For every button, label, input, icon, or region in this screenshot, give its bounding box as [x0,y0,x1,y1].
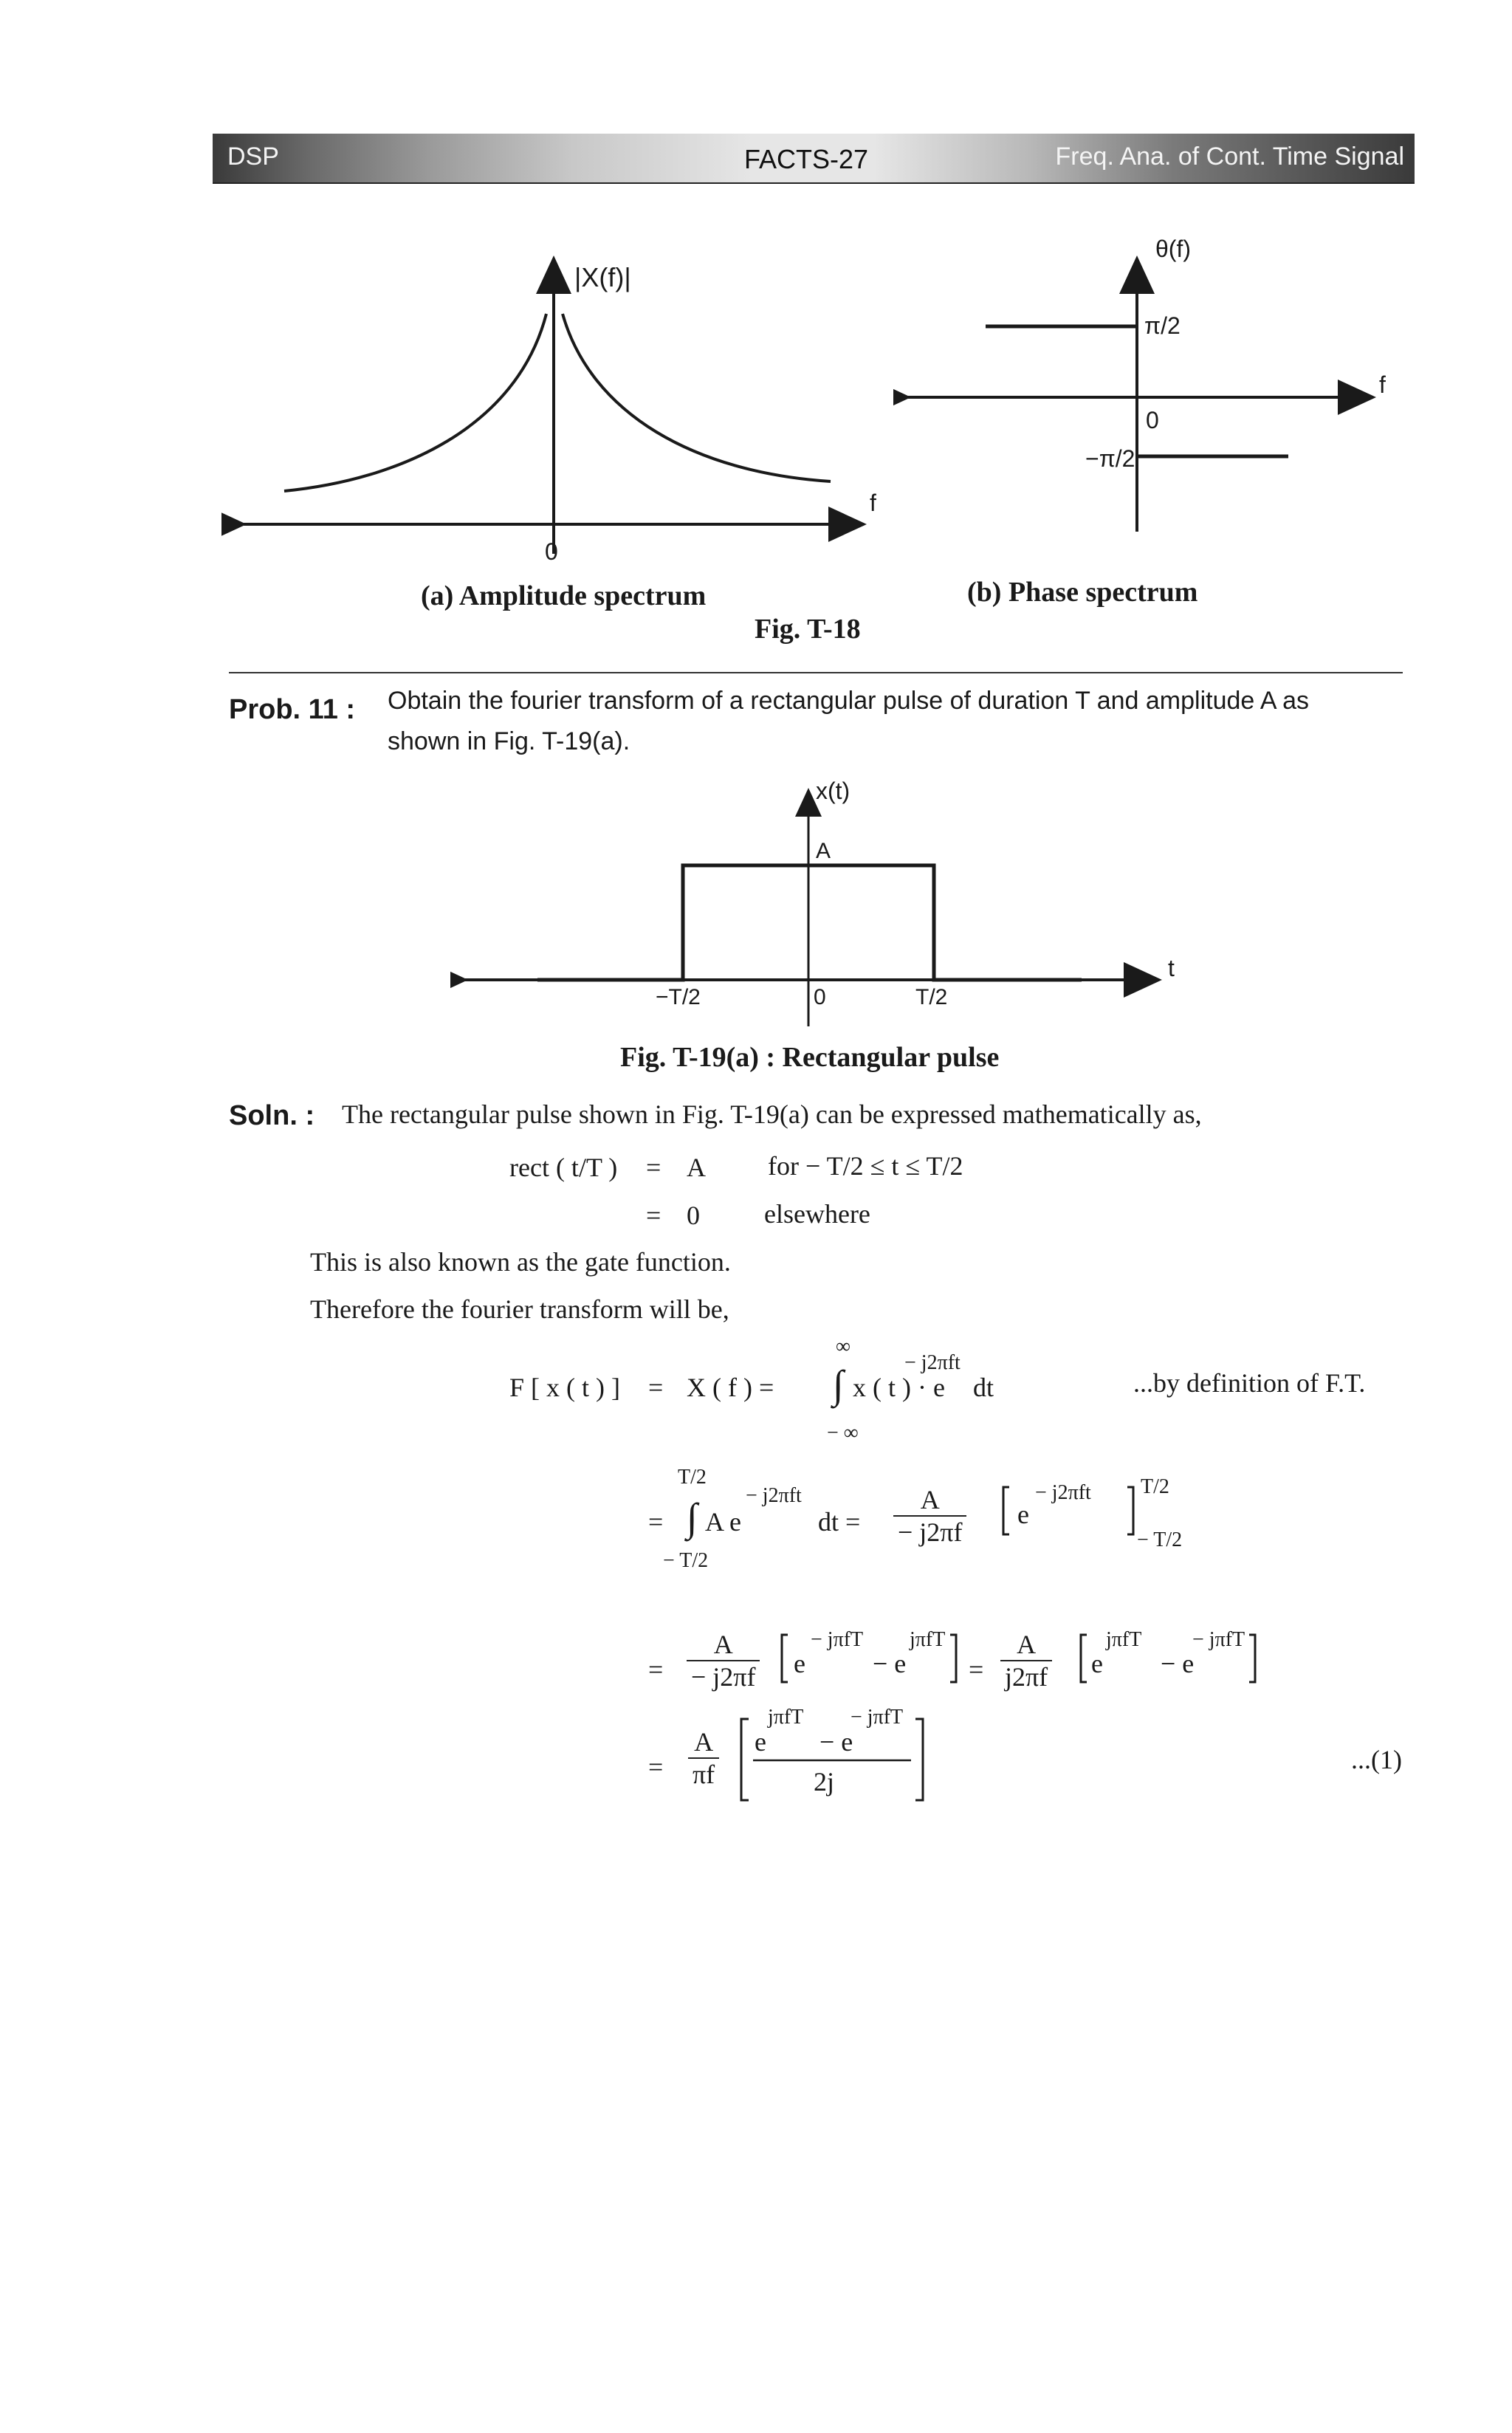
section-divider [229,672,1403,673]
l4-fraction [688,1726,719,1790]
rect-value2: 0 [687,1201,700,1230]
ft-upper-limit: ∞ [836,1335,850,1358]
phase-origin: 0 [1146,407,1159,433]
ft-exponent: − j2πft [904,1351,961,1374]
page-header [213,134,1415,184]
pulse-y-label: x(t) [816,778,850,804]
ft-integral-sign: ∫ [833,1362,844,1407]
ft-dt: dt [973,1373,994,1402]
l4-e1: e [755,1727,766,1757]
l2-limit-lower: − T/2 [1137,1528,1183,1551]
l2-bracket-exponent: − j2πft [1035,1481,1091,1504]
phase-spectrum-plot [893,236,1410,546]
pulse-left-tick: −T/2 [656,985,701,1009]
header-chapter: Freq. Ana. of Cont. Time Signal [1055,143,1404,171]
phase-y-label: θ(f) [1155,236,1191,262]
l4-minus-e2: − e [819,1727,853,1757]
l3-e3-exponent: jπfT [1106,1628,1142,1651]
ft-lower-limit: − ∞ [827,1421,859,1444]
rect-eq1: = [646,1153,662,1182]
l2-limit-upper: T/2 [1141,1475,1169,1498]
amp-origin: 0 [545,538,558,565]
amplitude-spectrum-plot [221,244,886,576]
ft-integrand: x ( t ) · e [853,1373,945,1402]
ft-lhs: F [ x ( t ) ] [509,1373,620,1402]
l3-fraction2 [1000,1629,1052,1692]
l2-exponent: − j2πft [746,1484,802,1507]
header-page-number: FACTS-27 [744,144,869,174]
phase-neg-label: −π/2 [1085,445,1135,472]
l3-numerator1: A [687,1629,760,1661]
l4-e2-exponent: − jπfT [850,1706,904,1729]
amp-curve-left [284,314,546,491]
l4-denominator-2j: 2j [814,1767,835,1797]
solution-text-line2: This is also known as the gate function. [310,1247,731,1277]
rect-condition2: elsewhere [764,1199,870,1229]
problem-text-line2: shown in Fig. T-19(a). [388,727,630,755]
rect-eq2: = [646,1201,662,1230]
pulse-amp-label: A [816,839,831,863]
figure-title-t18: Fig. T-18 [755,614,861,645]
l2-lower-limit: − T/2 [663,1549,709,1572]
rect-lhs: rect ( t/T ) [509,1153,618,1182]
amp-curve-right [563,314,831,481]
phase-x-label: f [1379,371,1386,398]
l3-denominator2: j2πf [1005,1662,1048,1692]
l2-denominator: − j2πf [898,1517,963,1547]
solution-text-line1: The rectangular pulse shown in Fig. T-19(a) can be expressed mathematically as, [342,1099,1202,1129]
problem-text-line1: Obtain the fourier transform of a rectangular pulse of duration T and amplitude A as [388,687,1310,715]
l2-upper-limit: T/2 [678,1466,707,1489]
phase-pos-label: π/2 [1144,312,1181,339]
l3-minus-e4: − e [1161,1649,1195,1678]
rect-value1: A [687,1153,706,1182]
l3-minus-e2: − e [873,1649,907,1678]
ft-eq1: = [648,1373,664,1402]
caption-amplitude: (a) Amplitude spectrum [421,580,707,611]
l3-numerator2: A [1000,1629,1052,1661]
solution-text-line3: Therefore the fourier transform will be, [310,1294,729,1324]
l3-e4-exponent: − jπfT [1192,1628,1245,1651]
l2-integrand: A e [705,1507,741,1537]
l4-e1-exponent: jπfT [768,1706,804,1729]
pulse-right-tick: T/2 [915,985,948,1009]
ft-definition-note: ...by definition of F.T. [1133,1368,1366,1398]
l3-fraction1 [687,1629,760,1692]
l4-numerator: A [688,1726,719,1759]
l4-denominator: πf [693,1760,715,1789]
l3-denominator1: − j2πf [691,1662,756,1692]
l3-e2-exponent: jπfT [910,1628,946,1651]
caption-phase: (b) Phase spectrum [967,577,1198,608]
l2-integral-sign: ∫ [687,1495,698,1540]
l2-bracket-e: e [1017,1500,1029,1529]
amp-x-label: f [870,490,876,516]
solution-label: Soln. : [229,1100,315,1131]
l2-eq: = [648,1507,664,1537]
l3-eq2: = [969,1655,984,1684]
ft-xf: X ( f ) = [687,1373,774,1402]
rectangular-pulse-plot [450,768,1196,1041]
amp-y-label: |X(f)| [574,262,631,292]
l3-eq: = [648,1655,664,1684]
l3-e1: e [794,1649,805,1678]
pulse-x-label: t [1168,955,1175,981]
pulse-origin-tick: 0 [814,985,826,1009]
l2-numerator: A [893,1484,966,1517]
problem-label: Prob. 11 : [229,694,356,725]
header-subject: DSP [227,143,279,171]
l2-fraction [893,1484,966,1548]
equation-number: ...(1) [1351,1745,1402,1774]
l4-eq: = [648,1752,664,1782]
l3-e1-exponent: − jπfT [811,1628,864,1651]
rect-condition1: for − T/2 ≤ t ≤ T/2 [768,1151,963,1181]
l3-e3: e [1091,1649,1103,1678]
figure-caption-t19a: Fig. T-19(a) : Rectangular pulse [620,1042,1000,1073]
l2-dt-eq: dt = [818,1507,861,1537]
